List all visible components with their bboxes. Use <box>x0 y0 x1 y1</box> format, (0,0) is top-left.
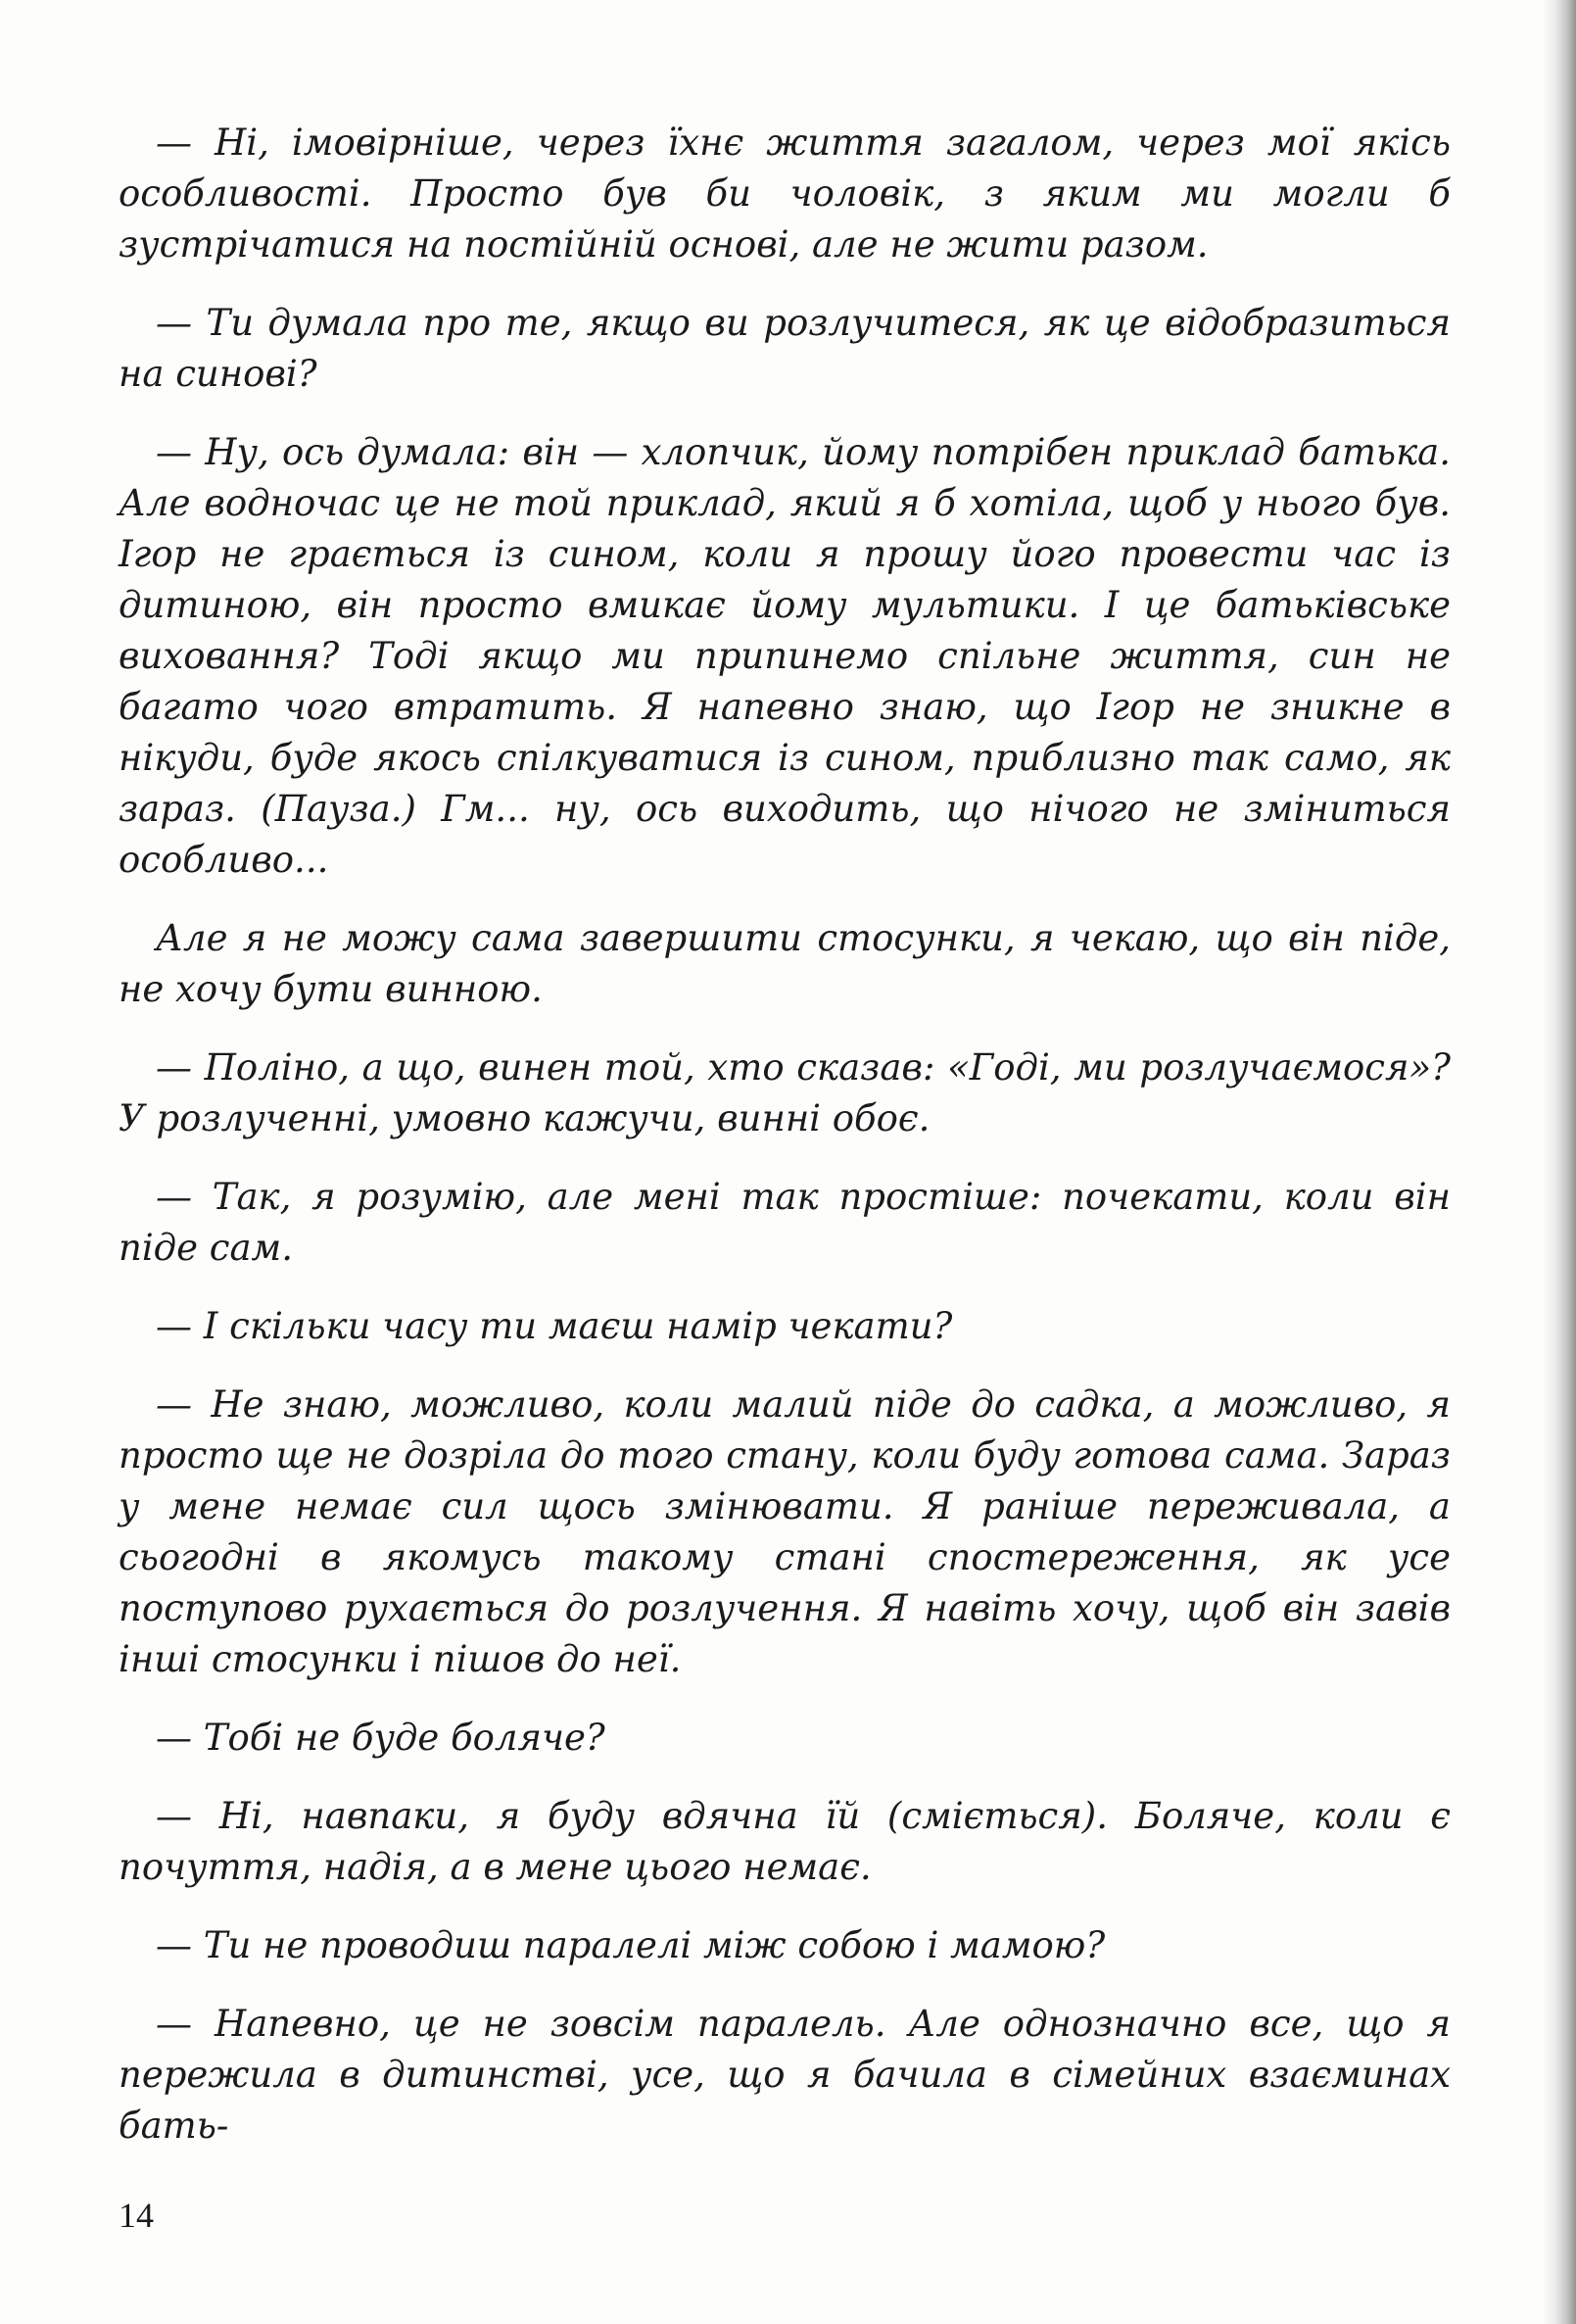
page-edge-shadow <box>1543 0 1576 2324</box>
paragraph: — Ні, імовірніше, через їхнє життя загалом, через мої якісь особливості. Просто був би чоловік, з яким ми могли б зустрічатися на постійній основі, але не жити разом. <box>119 121 1451 266</box>
paragraph: — Ну, ось думала: він — хлопчик, йому потрібен приклад батька. Але водночас це не той приклад, який я б хотіла, щоб у нього був. Ігор не грається із сином, коли я прошу його провести час із дитиною, він просто вмикає йому мультики. І це батьківське виховання? Тоді якщо ми припинемо спільне життя, син не багато чого втратить. Я напевно знаю, що Ігор не зникне в нікуди, буде якось спілкуватися із сином, приблизно так само, як зараз. (Пауза.) Гм... ну, ось виходить, що нічого не зміниться особливо... <box>119 431 1451 881</box>
paragraph: — Ні, навпаки, я буду вдячна їй (сміється). Боляче, коли є почуття, надія, а в мене цього немає. <box>119 1795 1451 1888</box>
paragraph: — Не знаю, можливо, коли малий піде до садка, а можливо, я просто ще не дозріла до того стану, коли буду готова сама. Зараз у мене немає сил щось змінювати. Я раніше переживала, а сьогодні в якомусь такому стані спостереження, як усе поступово рухається до розлучення. Я навіть хочу, щоб він завів інші стосунки і пішов до неї. <box>119 1383 1451 1680</box>
paragraph: — Ти думала про те, якщо ви розлучитеся, як це відобразиться на синові? <box>119 302 1451 395</box>
paragraph: Але я не можу сама завершити стосунки, я чекаю, що він піде, не хочу бути винною. <box>119 917 1451 1010</box>
paragraph: — Так, я розумію, але мені так простіше: почекати, коли він піде сам. <box>119 1176 1451 1269</box>
page-number: 14 <box>119 2196 154 2235</box>
paragraph: — І скільки часу ти маєш намір чекати? <box>156 1305 953 1347</box>
page-body <box>119 118 1451 2179</box>
paragraph: — Тобі не буде боляче? <box>156 1717 605 1759</box>
paragraph: — Напевно, це не зовсім паралель. Але однозначно все, що я пережила в дитинстві, усе, що я бачила в сімейних взаєминах бать- <box>119 2003 1451 2147</box>
paragraph: — Ти не проводиш паралелі між собою і мамою? <box>156 1924 1106 1966</box>
paragraph: — Поліно, а що, винен той, хто сказав: «Годі, ми розлучаємося»? У розлученні, умовно кажучи, винні обоє. <box>119 1046 1451 1139</box>
